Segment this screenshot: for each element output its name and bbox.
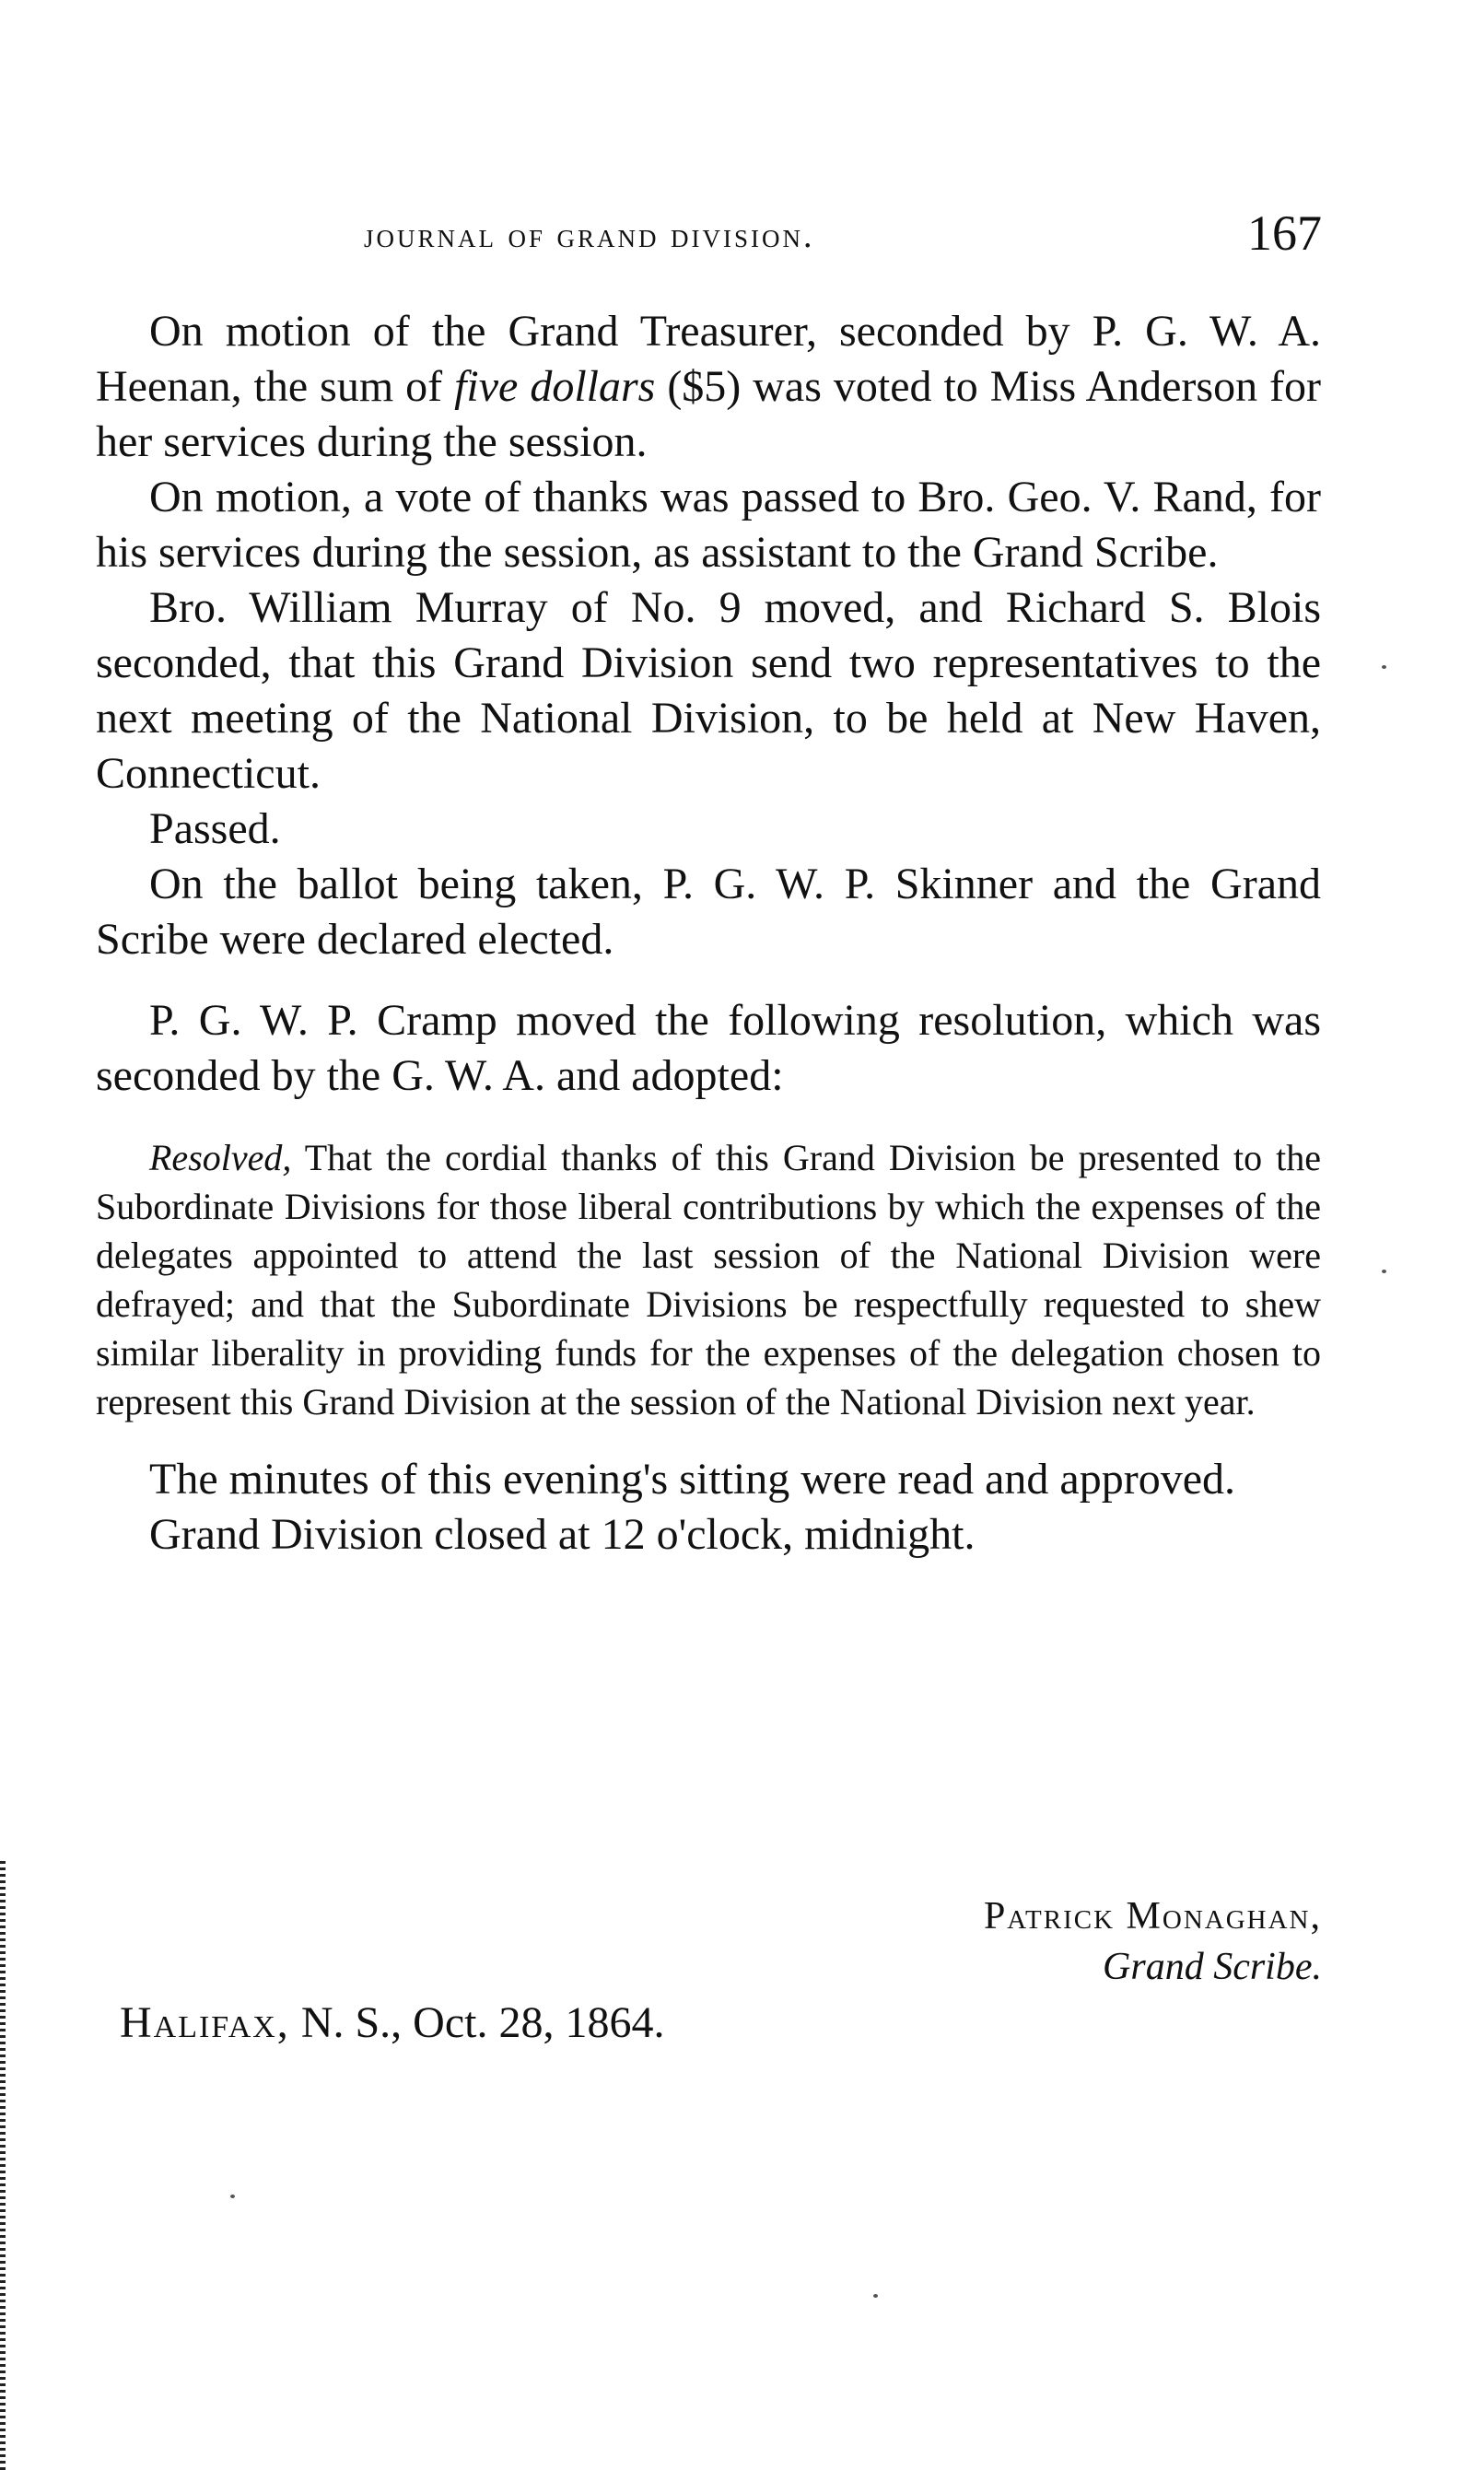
page-number: 167 xyxy=(1247,205,1322,261)
paragraph-closing: Grand Division closed at 12 o'clock, midnight. xyxy=(149,1510,976,1559)
body-text xyxy=(96,304,1321,1563)
running-title: journal of grand division. xyxy=(364,217,815,255)
ink-speck xyxy=(1382,1270,1386,1273)
paragraph-text: ($5) was voted to Miss Anderson for her services during the session. xyxy=(96,362,1322,466)
paragraph-minutes-approved: The minutes of this evening's sitting were read and approved. xyxy=(149,1455,1235,1504)
paragraph-vote-of-thanks: On motion, a vote of thanks was passed to Bro. Geo. V. Rand, for his services during the session, as assistant to the Grand Scribe. xyxy=(96,473,1321,577)
resolution-text: That the cordial thanks of this Grand Division be presented to the Subordinate Divisions for those liberal contributions by which the expenses of the delegates appointed to attend the last session of the National Division were defrayed; and that the Subordinate Divisions be respectfully requested to shew similar liberality in providing funds for the expenses of the delegation chosen to represent this Grand Division at the session of the National Division next year. xyxy=(96,1137,1321,1422)
signatory-title: Grand Scribe. xyxy=(1103,1946,1322,1988)
signatory-name: Patrick Monaghan, xyxy=(983,1895,1322,1937)
running-head xyxy=(364,205,1322,263)
dateline-date: N. S., Oct. 28, 1864. xyxy=(289,1998,665,2047)
resolution-lead: Resolved, xyxy=(149,1137,292,1178)
ink-speck xyxy=(230,2195,235,2198)
paragraph-cramp-motion: P. G. W. P. Cramp moved the following resolution, which was seconded by the G. W. A. and adopted: xyxy=(96,996,1321,1100)
paragraph-grand-treasurer-motion xyxy=(96,304,1321,470)
paragraph-ballot: On the ballot being taken, P. G. W. P. Skinner and the Grand Scribe were declared elected. xyxy=(96,860,1321,964)
binding-edge-scan-artifact xyxy=(0,1861,6,2470)
ink-speck xyxy=(873,2294,878,2298)
dateline xyxy=(120,1997,664,2048)
paragraph-passed: Passed. xyxy=(149,804,281,853)
emphasis-amount: five dollars xyxy=(454,362,656,411)
paragraph-text: On motion of the Grand Treasurer, seconded by P. G. W. A. Heenan, the sum of xyxy=(96,307,1321,411)
paragraph-representatives-motion: Bro. William Murray of No. 9 moved, and Richard S. Blois seconded, that this Grand Division send two representatives to the next meeting of the National Division, to be held at New Haven, Connecticut. xyxy=(96,583,1321,798)
ink-speck xyxy=(1382,665,1386,669)
dateline-place: Halifax, xyxy=(120,1998,290,2047)
signature-block xyxy=(984,1889,1322,1990)
resolution-block xyxy=(96,1133,1321,1426)
